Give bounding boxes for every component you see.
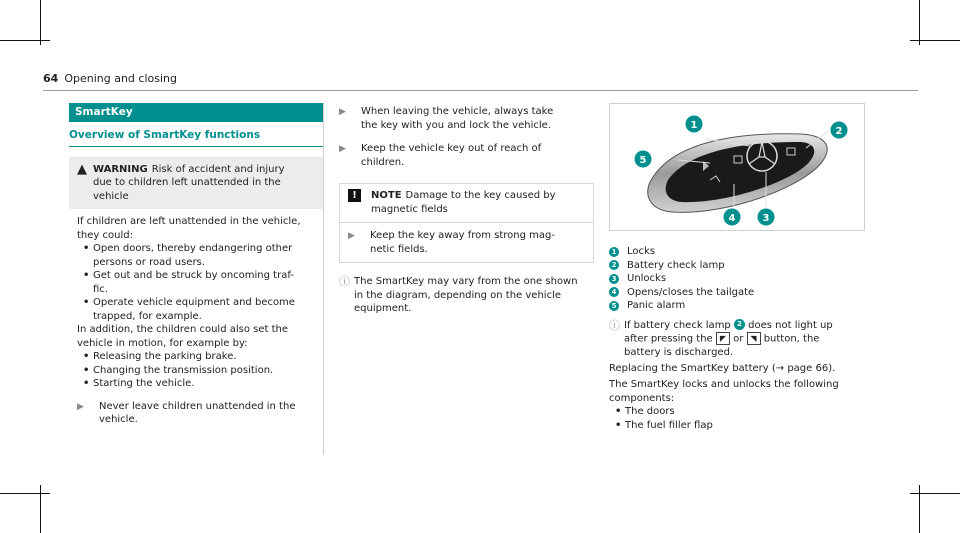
crop-mark (910, 40, 960, 41)
legend-item (609, 286, 879, 300)
list-item-text: Operate vehicle equipment and become (93, 297, 295, 308)
arrow-right-icon: ▶ (348, 231, 355, 241)
list-item-text: trapped, for example. (93, 310, 202, 322)
legend-label: Locks (627, 246, 656, 257)
section-subtitle: Overview of SmartKey functions (69, 129, 323, 147)
tip-text: Keep the key away from strong mag- (370, 230, 555, 241)
legend-item (609, 272, 879, 286)
list-item-text: Open doors, thereby endangering other (93, 243, 293, 254)
unlock-button-icon: ◥ (747, 332, 761, 345)
info-text: after pressing the (624, 333, 713, 345)
info-text: or (733, 333, 744, 345)
callout-number: 5 (609, 301, 619, 311)
lock-button-icon: ◤ (716, 332, 730, 345)
crop-mark (40, 0, 41, 45)
list-item: • Changing the transmission position. (77, 364, 317, 378)
smartkey-illustration (609, 103, 865, 231)
tip-text: Never leave children unattended in the (99, 400, 296, 412)
legend-label: Panic alarm (627, 300, 686, 311)
svg-text:3: 3 (762, 213, 770, 224)
callout-number: 2 (609, 260, 619, 270)
column-2 (339, 103, 594, 316)
tip-text: vehicle. (99, 414, 138, 425)
tip-row (77, 400, 317, 427)
arrow-right-icon: ▶ (339, 144, 346, 154)
svg-text:2: 2 (835, 126, 843, 137)
tip-row (339, 142, 594, 169)
callout-number: 3 (609, 274, 619, 284)
list-item: • The fuel filler flap (609, 419, 879, 433)
info-icon: ⓘ (339, 275, 350, 288)
warning-text: they could: (77, 229, 133, 241)
legend-label: Opens/closes the tailgate (627, 286, 755, 298)
info-text: battery is discharged. (624, 347, 734, 358)
page-number: 64 (43, 72, 59, 85)
legend-item (609, 299, 879, 313)
exclamation-icon: ! (348, 189, 361, 202)
tip-text: children. (361, 156, 405, 168)
list-item: • The doors (609, 405, 879, 419)
info-text: in the diagram, depending on the vehicle (354, 289, 561, 301)
note-box (339, 183, 594, 263)
list-item-text: persons or road users. (93, 256, 205, 268)
section-title: SmartKey (69, 103, 323, 122)
info-note (609, 319, 879, 360)
list-item (77, 242, 317, 269)
info-text: The SmartKey may vary from the one shown (354, 276, 578, 287)
column-1 (69, 103, 323, 431)
arrow-right-icon: ▶ (77, 401, 84, 412)
legend-label: Unlocks (627, 273, 667, 284)
column-divider (323, 103, 324, 455)
header-rule (43, 90, 918, 91)
warning-lead-2: due to children left unattended in the (93, 177, 281, 188)
info-text: button, the (763, 333, 820, 345)
warning-label: WARNING (93, 163, 148, 175)
svg-text:4: 4 (728, 213, 736, 224)
legend-list (609, 245, 879, 313)
warning-text: In addition, the children could also set the (77, 324, 289, 335)
crop-mark (919, 0, 920, 45)
running-header (43, 72, 177, 85)
list-item-text: fic. (93, 283, 108, 295)
list-item: • Starting the vehicle. (77, 377, 317, 391)
tip-text: netic fields. (370, 243, 428, 255)
body-text: components: (609, 392, 675, 404)
arrow-right-icon: ▶ (339, 107, 346, 117)
svg-text:5: 5 (639, 155, 647, 166)
note-label: NOTE (371, 190, 402, 201)
callout-number: 1 (609, 247, 619, 257)
legend-item (609, 259, 879, 273)
list-item: • Releasing the parking brake. (77, 350, 317, 364)
body-text: The SmartKey locks and unlocks the following (609, 379, 839, 390)
warning-icon: ▲ (77, 161, 87, 177)
replace-battery-reference[interactable]: Replacing the SmartKey battery (→ page 66). (609, 362, 836, 374)
chapter-title: Opening and closing (64, 72, 177, 85)
smartkey-image (610, 104, 864, 230)
warning-text: vehicle in motion, for example by: (77, 337, 248, 349)
list-item (77, 296, 317, 323)
tip-row (339, 105, 594, 132)
info-text: does not light up (748, 319, 833, 331)
warning-box (69, 157, 323, 431)
callout-number: 4 (609, 287, 619, 297)
column-3 (609, 103, 879, 432)
warning-text: If children are left unattended in the vehicle, (77, 216, 301, 227)
crop-mark (910, 493, 960, 494)
info-text: If battery check lamp (624, 319, 731, 331)
tip-text: Keep the vehicle key out of reach of (361, 143, 542, 154)
info-icon: ⓘ (609, 318, 620, 332)
warning-lead: Risk of accident and injury (151, 163, 285, 175)
info-text: equipment. (354, 303, 412, 314)
list-item-text: Get out and be struck by oncoming traf- (93, 270, 294, 281)
crop-mark (0, 40, 50, 41)
tip-text: the key with you and lock the vehicle. (361, 119, 551, 131)
note-lead: Damage to the key caused by (405, 190, 556, 201)
list-item (77, 269, 317, 296)
warning-lead-3: vehicle (93, 190, 129, 202)
tip-text: When leaving the vehicle, always take (361, 106, 554, 117)
info-note (339, 275, 594, 316)
warning-body (69, 209, 323, 431)
callout-number: 2 (734, 319, 745, 330)
legend-label: Battery check lamp (627, 259, 725, 271)
svg-text:1: 1 (690, 120, 698, 131)
crop-mark (0, 493, 50, 494)
legend-item (609, 245, 879, 259)
note-lead-2: magnetic fields (371, 203, 448, 215)
